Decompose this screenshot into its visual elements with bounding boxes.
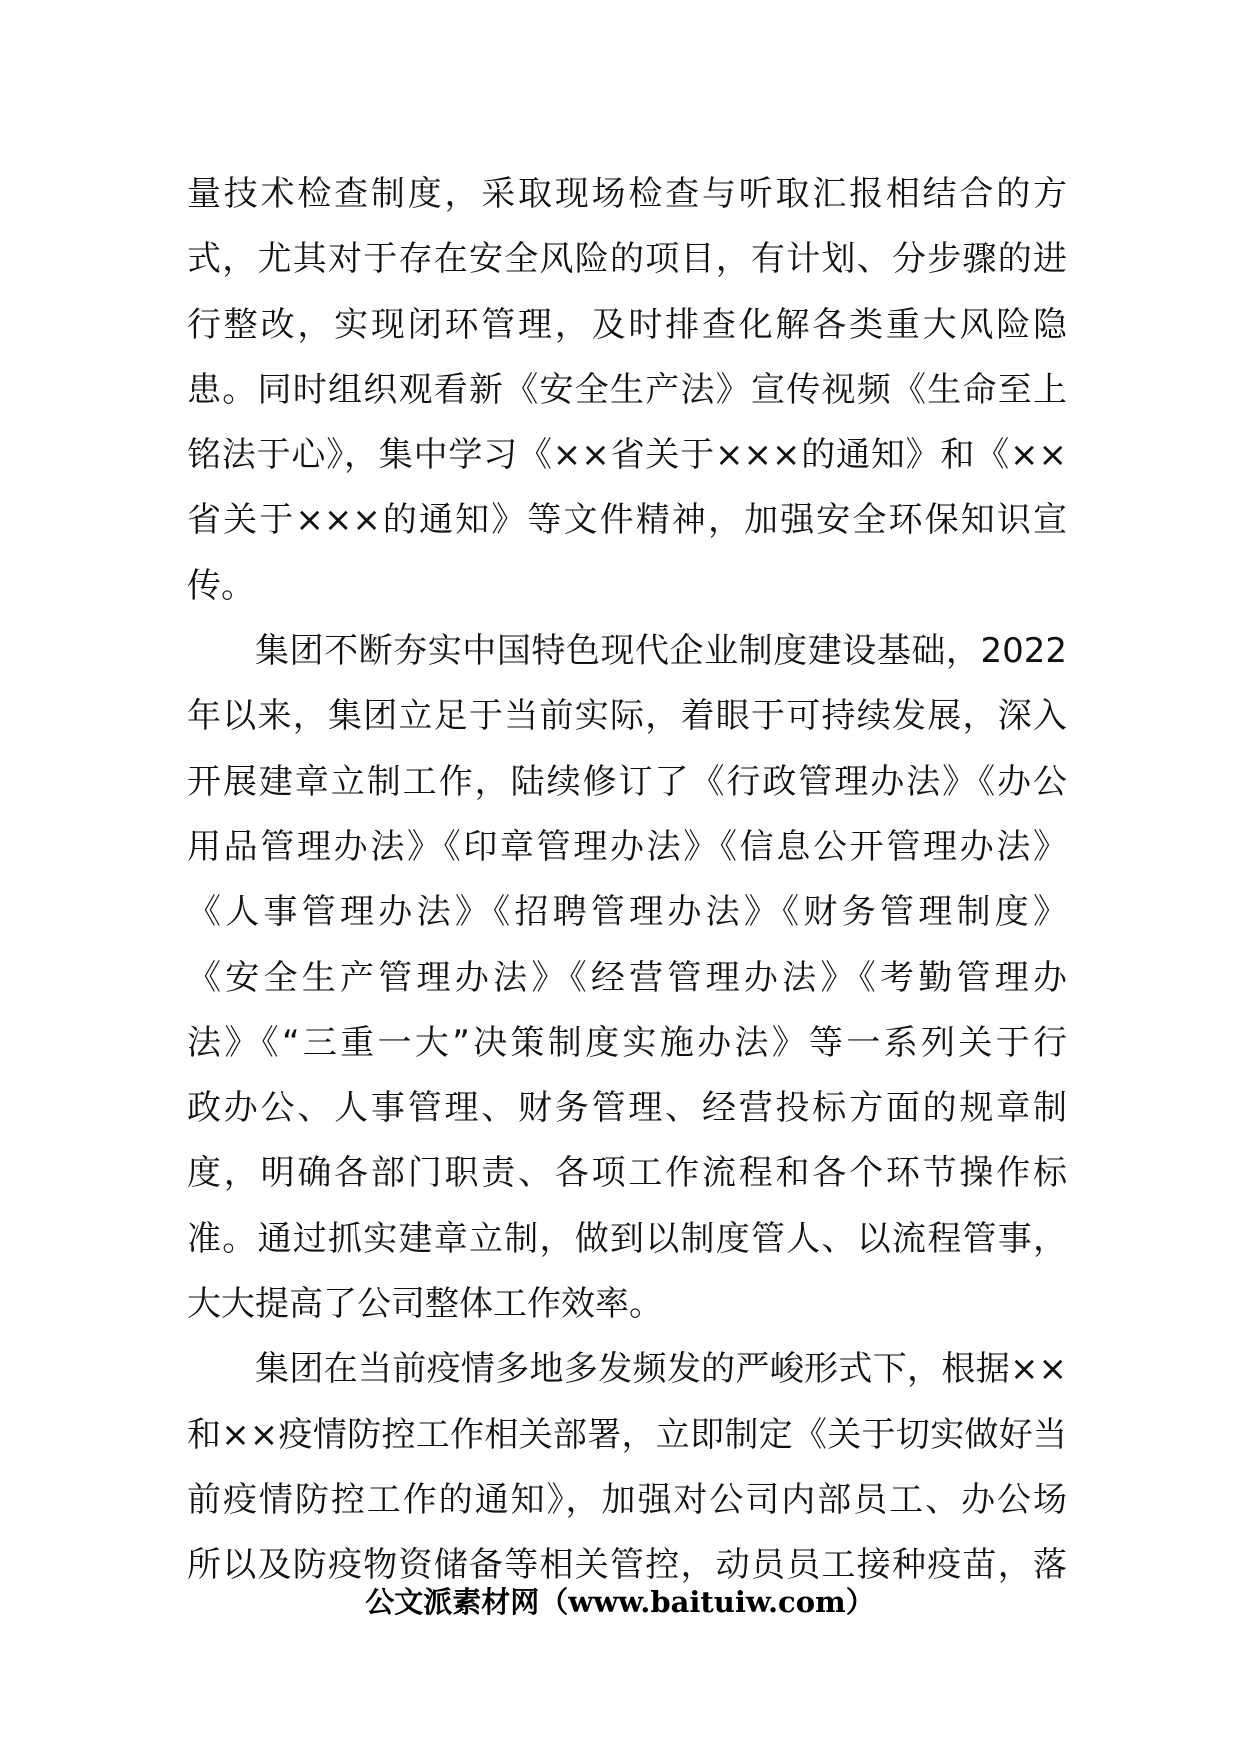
text-line: 《安全生产管理办法》《经营管理办法》《考勤管理办 (187, 957, 1067, 998)
paragraph-1 (187, 162, 1067, 619)
text-line: 传。 (187, 565, 255, 606)
text-line: 所以及防疫物资储备等相关管控，动员员工接种疫苗，落 (187, 1545, 1067, 1586)
text-line: 度，明确各部门职责、各项工作流程和各个环节操作标 (187, 1153, 1067, 1194)
paragraph-3 (187, 1337, 1067, 1598)
document-body (187, 162, 1067, 1599)
text-line: 行整改，实现闭环管理，及时排查化解各类重大风险隐 (187, 304, 1067, 345)
text-line: 准。通过抓实建章立制，做到以制度管人、以流程管事， (187, 1218, 1067, 1259)
text-line: 铭法于心》，集中学习《××省关于×××的通知》和《×× (187, 435, 1067, 476)
page-footer-watermark: 公文派素材网（www.baituiw.com） (365, 1585, 875, 1619)
text-line: 集团不断夯实中国特色现代企业制度建设基础，2022 (255, 631, 1067, 672)
text-line: 开展建章立制工作，陆续修订了《行政管理办法》《办公 (187, 761, 1067, 802)
text-line: 和××疫情防控工作相关部署，立即制定《关于切实做好当 (187, 1414, 1067, 1455)
text-line: 省关于×××的通知》等文件精神，加强安全环保知识宣 (187, 500, 1067, 541)
paragraph-2 (187, 619, 1067, 1337)
text-line: 《人事管理办法》《招聘管理办法》《财务管理制度》 (187, 892, 1067, 933)
text-line: 大大提高了公司整体工作效率。 (187, 1284, 663, 1325)
text-line: 用品管理办法》《印章管理办法》《信息公开管理办法》 (187, 826, 1067, 867)
text-line: 年以来，集团立足于当前实际，着眼于可持续发展，深入 (187, 696, 1067, 737)
text-line: 集团在当前疫情多地多发频发的严峻形式下，根据×× (255, 1349, 1067, 1390)
text-line: 式，尤其对于存在安全风险的项目，有计划、分步骤的进 (187, 239, 1067, 280)
text-line: 政办公、人事管理、财务管理、经营投标方面的规章制 (187, 1088, 1067, 1129)
text-line: 量技术检查制度，采取现场检查与听取汇报相结合的方 (187, 174, 1067, 214)
text-line: 法》《“三重一大”决策制度实施办法》等一系列关于行 (187, 1022, 1067, 1063)
text-line: 前疫情防控工作的通知》，加强对公司内部员工、办公场 (187, 1479, 1067, 1520)
text-line: 患。同时组织观看新《安全生产法》宣传视频《生命至上 (187, 369, 1067, 410)
